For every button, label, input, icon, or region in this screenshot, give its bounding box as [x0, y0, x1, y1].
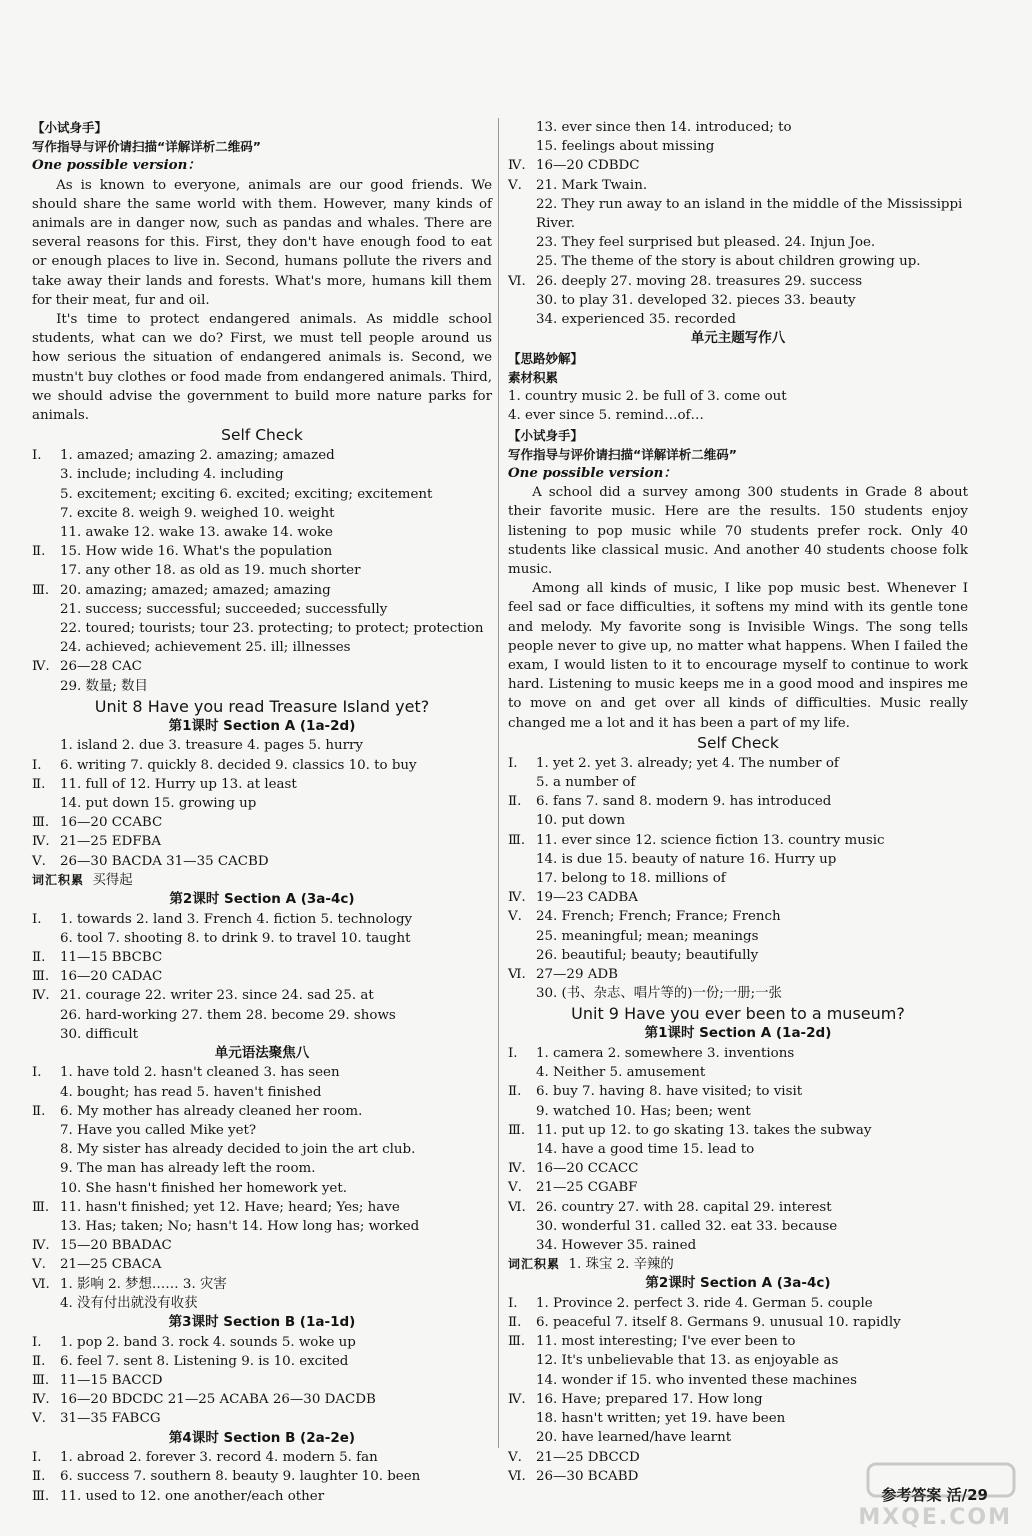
- item-numeral: Ⅰ.: [508, 1295, 518, 1311]
- answer-line: [508, 1121, 968, 1140]
- answer-text: 13. ever since then 14. introduced; to: [536, 120, 792, 135]
- section-tag: 【小试身手】: [508, 427, 584, 443]
- writing-guide-note: 写作指导与评价请扫描“详解详析二维码”: [508, 446, 737, 462]
- answer-text: 1. abroad 2. forever 3. record 4. modern 5. fan: [60, 1450, 378, 1466]
- item-numeral: Ⅴ.: [508, 1180, 522, 1196]
- watermark-mark: [866, 1460, 1016, 1508]
- vocab-text: 1. 珠宝 2. 辛辣的: [568, 1257, 674, 1273]
- answer-line: [508, 984, 968, 1003]
- answer-text: 16—20 CCABC: [60, 815, 163, 831]
- answer-text: 21—25 EDFBA: [60, 834, 162, 850]
- answer-text: 11. ever since 12. science fiction 13. country music: [536, 832, 885, 848]
- item-numeral: Ⅵ.: [32, 1276, 50, 1292]
- answer-text: 23. They feel surprised but pleased. 24. Injun Joe.: [536, 235, 876, 251]
- answer-line: [508, 156, 968, 175]
- answer-text: 17. belong to 18. millions of: [536, 871, 726, 887]
- answer-text: 6. tool 7. shooting 8. to drink 9. to travel 10. taught: [60, 930, 411, 946]
- item-numeral: Ⅰ.: [508, 1045, 518, 1061]
- writing-title: 单元主题写作八: [690, 330, 786, 347]
- item-numeral: Ⅳ.: [508, 1391, 526, 1407]
- watermark-logo: [836, 1460, 1016, 1530]
- answer-text: 10. She hasn't finished her homework yet.: [60, 1180, 347, 1196]
- answer-text: 34. However 35. rained: [536, 1237, 697, 1253]
- lesson-title: 第4课时 Section B (2a-2e): [168, 1429, 356, 1446]
- answer-text: 1. have told 2. hasn't cleaned 3. has seen: [60, 1065, 340, 1081]
- item-numeral: Ⅴ.: [32, 1257, 46, 1273]
- answer-list: [32, 736, 492, 870]
- self-check-title: Self Check: [221, 426, 303, 445]
- vocab-label: 词汇积累: [508, 1257, 561, 1272]
- answer-text: 4. bought; has read 5. haven't finished: [60, 1084, 322, 1100]
- answer-line: [508, 1313, 968, 1332]
- answer-text: 29. 数量; 数目: [60, 678, 148, 694]
- answer-line: [32, 1083, 492, 1102]
- answer-text: 1. island 2. due 3. treasure 4. pages 5. hurry: [60, 738, 363, 754]
- item-numeral: Ⅳ.: [32, 988, 50, 1004]
- item-numeral: Ⅳ.: [32, 1392, 50, 1408]
- answer-text: 12. It's unbelievable that 13. as enjoyable as: [536, 1353, 839, 1369]
- item-numeral: Ⅴ.: [508, 909, 522, 925]
- answer-text: 26—30 BCABD: [536, 1468, 639, 1484]
- answer-line: [32, 1371, 492, 1390]
- answer-text: 9. The man has already left the room.: [60, 1161, 316, 1177]
- material-subtitle: 素材积累: [508, 369, 559, 385]
- answer-text: 1. camera 2. somewhere 3. inventions: [536, 1045, 795, 1061]
- answer-line: [508, 1371, 968, 1390]
- material-list: [508, 387, 968, 425]
- lesson-title: 第3课时 Section B (1a-1d): [168, 1314, 356, 1331]
- answer-line: [32, 986, 492, 1005]
- vocab-note: [508, 1255, 968, 1274]
- answer-line: [32, 1121, 492, 1140]
- answer-text: 21. courage 22. writer 23. since 24. sad 25. at: [60, 988, 374, 1004]
- answer-line: [508, 176, 968, 195]
- answer-line: [508, 907, 968, 926]
- answer-text: 30. to play 31. developed 32. pieces 33. beauty: [536, 292, 856, 308]
- answer-text: 26. country 27. with 28. capital 29. interest: [536, 1199, 832, 1215]
- item-numeral: Ⅱ.: [32, 776, 46, 792]
- answer-text: 7. Have you called Mike yet?: [60, 1123, 257, 1139]
- item-numeral: Ⅴ.: [32, 1411, 46, 1427]
- item-numeral: Ⅰ.: [32, 1065, 42, 1081]
- answer-text: 30. difficult: [60, 1026, 138, 1042]
- right-column: [508, 118, 968, 1486]
- item-numeral: Ⅲ.: [508, 832, 526, 848]
- answer-text: 11. used to 12. one another/each other: [60, 1488, 325, 1504]
- answer-text: 4. 没有付出就没有收获: [60, 1295, 198, 1311]
- answer-text: 21—25 CGABF: [536, 1180, 638, 1196]
- answer-line: [508, 1332, 968, 1351]
- answer-text: 20. have learned/have learnt: [536, 1430, 732, 1446]
- answer-line: [508, 1102, 968, 1121]
- answer-text: 16. Have; prepared 17. How long: [536, 1391, 763, 1407]
- answer-line: [508, 233, 968, 252]
- answer-line: [32, 600, 492, 619]
- section-tag: 【思路妙解】: [508, 350, 584, 366]
- answer-text: 30. wonderful 31. called 32. eat 33. because: [536, 1218, 838, 1234]
- item-numeral: Ⅱ.: [32, 544, 46, 560]
- item-numeral: Ⅰ.: [32, 1450, 42, 1466]
- answer-line: [508, 310, 968, 329]
- answer-line: [508, 272, 968, 291]
- answer-line: [508, 754, 968, 773]
- answer-line: [508, 850, 968, 869]
- item-numeral: Ⅰ.: [508, 755, 518, 771]
- self-check-title: Self Check: [697, 733, 779, 752]
- answer-line: [508, 1063, 968, 1082]
- item-numeral: Ⅱ.: [32, 1353, 46, 1369]
- answer-text: 15. How wide 16. What's the population: [60, 544, 333, 560]
- answer-text: 26. beautiful; beauty; beautifully: [536, 947, 759, 963]
- answer-text: 21—25 DBCCD: [536, 1449, 640, 1465]
- answer-line: [32, 967, 492, 986]
- answer-text: 8. My sister has already decided to join the art club.: [60, 1142, 416, 1158]
- answer-line: [32, 446, 492, 465]
- answer-list: [508, 754, 968, 1004]
- answer-line: [508, 1159, 968, 1178]
- answer-line: [32, 1275, 492, 1294]
- item-numeral: Ⅵ.: [508, 273, 526, 289]
- answer-line: [508, 1198, 968, 1217]
- answer-line: [508, 214, 968, 233]
- answer-list: [32, 1063, 492, 1313]
- answer-line: [32, 523, 492, 542]
- answer-text: 3. include; including 4. including: [60, 467, 284, 483]
- answer-text: 18. hasn't written; yet 19. have been: [536, 1411, 786, 1427]
- answer-line: [508, 811, 968, 830]
- answer-line: [508, 1178, 968, 1197]
- answer-list: [32, 446, 492, 696]
- answer-line: [32, 1448, 492, 1467]
- answer-line: [32, 929, 492, 948]
- item-numeral: Ⅰ.: [32, 911, 42, 927]
- material-line: 4. ever since 5. remind…of…: [508, 408, 704, 424]
- lesson-title: 第2课时 Section A (3a-4c): [645, 1275, 831, 1292]
- answer-text: 6. My mother has already cleaned her room.: [60, 1103, 363, 1119]
- answer-line: [32, 756, 492, 775]
- answer-line: [32, 1159, 492, 1178]
- item-numeral: Ⅱ.: [508, 794, 522, 810]
- answer-line: [32, 1333, 492, 1352]
- answer-line: [508, 1351, 968, 1370]
- answer-text: 11. hasn't finished; yet 12. Have; heard; Yes; have: [60, 1199, 400, 1215]
- answer-text: 16—20 CDBDC: [536, 158, 640, 174]
- answer-text: 26. deeply 27. moving 28. treasures 29. success: [536, 273, 863, 289]
- answer-line: [32, 1140, 492, 1159]
- answer-text: 20. amazing; amazed; amazed; amazing: [60, 582, 331, 598]
- answer-text: 6. success 7. southern 8. beauty 9. laughter 10. been: [60, 1469, 421, 1485]
- answer-text: 21—25 CBACA: [60, 1257, 162, 1273]
- answer-line: [508, 792, 968, 811]
- answer-text: 24. achieved; achievement 25. ill; illnesses: [60, 640, 351, 656]
- answer-line: [508, 773, 968, 792]
- answer-text: 27—29 ADB: [536, 967, 618, 983]
- item-numeral: Ⅵ.: [508, 967, 526, 983]
- answer-text: 6. writing 7. quickly 8. decided 9. classics 10. to buy: [60, 757, 417, 773]
- answer-text: 16—20 CADAC: [60, 969, 163, 985]
- answer-list: [508, 1294, 968, 1486]
- answer-list: [32, 1448, 492, 1506]
- answer-text: 9. watched 10. Has; been; went: [536, 1103, 751, 1119]
- column-divider: [498, 118, 499, 1448]
- page-number: 活/29: [946, 1486, 988, 1504]
- item-numeral: Ⅴ.: [508, 1449, 522, 1465]
- answer-text: 14. is due 15. beauty of nature 16. Hurry up: [536, 851, 837, 867]
- answer-text: 11—15 BACCD: [60, 1372, 163, 1388]
- answer-line: [32, 561, 492, 580]
- answer-text: 1. towards 2. land 3. French 4. fiction 5. technology: [60, 911, 413, 927]
- answer-text: 11. awake 12. wake 13. awake 14. woke: [60, 525, 333, 541]
- item-numeral: Ⅲ.: [508, 1334, 526, 1350]
- item-numeral: Ⅲ.: [32, 1199, 50, 1215]
- answer-text: 5. excitement; exciting 6. excited; exciting; excitement: [60, 486, 433, 502]
- answer-line: [508, 1390, 968, 1409]
- answer-line: [32, 1179, 492, 1198]
- item-numeral: Ⅲ.: [32, 815, 50, 831]
- answer-list: [508, 1044, 968, 1255]
- answer-text: 21. success; successful; succeeded; successfully: [60, 601, 388, 617]
- answer-line: [32, 813, 492, 832]
- answer-text: 30. (书、杂志、唱片等的)一份;一册;一张: [536, 986, 782, 1002]
- answer-line: [32, 910, 492, 929]
- answer-text: 26. hard-working 27. them 28. become 29. shows: [60, 1007, 396, 1023]
- answer-line: [508, 137, 968, 156]
- answer-text: River.: [536, 216, 576, 232]
- answer-text: 26—30 BACDA 31—35 CACBD: [60, 853, 269, 869]
- answer-line: [32, 1487, 492, 1506]
- answer-line: [32, 504, 492, 523]
- answer-text: 16—20 BDCDC 21—25 ACABA 26—30 DACDB: [60, 1392, 376, 1408]
- item-numeral: Ⅵ.: [508, 1468, 526, 1484]
- grammar-title: 单元语法聚焦八: [214, 1044, 310, 1061]
- answer-line: [32, 677, 492, 696]
- answer-line: [508, 252, 968, 271]
- item-numeral: Ⅴ.: [508, 177, 522, 193]
- answer-line: [32, 1025, 492, 1044]
- answer-line: [32, 775, 492, 794]
- answer-text: 16—20 CCACC: [536, 1161, 639, 1177]
- item-numeral: Ⅱ.: [508, 1084, 522, 1100]
- answer-text: 6. buy 7. having 8. have visited; to visit: [536, 1084, 803, 1100]
- answer-text: 4. Neither 5. amusement: [536, 1065, 706, 1081]
- answer-text: 22. toured; tourists; tour 23. protecting; to protect; protection: [60, 621, 484, 637]
- answer-line: [508, 1217, 968, 1236]
- answer-line: [508, 1082, 968, 1101]
- item-numeral: Ⅳ.: [32, 834, 50, 850]
- answer-text: 5. a number of: [536, 775, 636, 790]
- answer-line: [32, 1390, 492, 1409]
- answer-line: [32, 1467, 492, 1486]
- left-column: [32, 118, 492, 1506]
- answer-line: [508, 291, 968, 310]
- answer-text: 21. Mark Twain.: [536, 177, 648, 193]
- answer-text: 31—35 FABCG: [60, 1411, 161, 1427]
- material-line: 1. country music 2. be full of 3. come out: [508, 389, 787, 405]
- answer-text: 26—28 CAC: [60, 659, 142, 675]
- answer-text: 14. wonder if 15. who invented these machines: [536, 1372, 857, 1388]
- answer-text: 34. experienced 35. recorded: [536, 312, 736, 328]
- item-numeral: Ⅳ.: [32, 1238, 50, 1254]
- lesson-title: 第1课时 Section A (1a-2d): [644, 1025, 832, 1042]
- item-numeral: Ⅳ.: [508, 1161, 526, 1177]
- essay-paragraph: A school did a survey among 300 students in Grade 8 about their favorite music. Here are the results. 150 students enjoy listening to pop music while 70 students prefer rock. Only 40 students like classical music. And another 40 students choose folk music.: [508, 485, 968, 577]
- answer-text: 11. full of 12. Hurry up 13. at least: [60, 776, 297, 792]
- answer-line: [32, 581, 492, 600]
- answer-line: [508, 869, 968, 888]
- answer-line: [508, 831, 968, 850]
- item-numeral: Ⅵ.: [508, 1199, 526, 1215]
- item-numeral: Ⅳ.: [508, 158, 526, 174]
- answer-text: 1. 影响 2. 梦想…… 3. 灾害: [60, 1276, 227, 1292]
- answer-line: [32, 465, 492, 484]
- answer-text: 15. feelings about missing: [536, 139, 715, 155]
- answer-line: [32, 485, 492, 504]
- answer-line: [32, 832, 492, 851]
- answer-line: [508, 1140, 968, 1159]
- item-numeral: Ⅱ.: [32, 949, 46, 965]
- essay-paragraph: As is known to everyone, animals are our good friends. We should share the same world with them. However, many kinds of animals are in danger now, such as pandas and whales. There are several reasons for this. First, they don't have enough food to eat or enough places to live in. Second, humans pollute the rivers and take away their lands and forests. What's more, humans kill them for their meat, fur and oil.: [32, 177, 492, 308]
- item-numeral: Ⅰ.: [32, 1334, 42, 1350]
- item-numeral: Ⅳ.: [32, 659, 50, 675]
- answer-line: [32, 1236, 492, 1255]
- version-label: One possible version：: [32, 157, 201, 174]
- answer-list: [32, 910, 492, 1044]
- answer-text: 11. most interesting; I've ever been to: [536, 1334, 796, 1350]
- answer-line: [32, 1409, 492, 1428]
- answer-text: 14. have a good time 15. lead to: [536, 1141, 755, 1157]
- item-numeral: Ⅴ.: [32, 853, 46, 869]
- answer-list: [508, 118, 968, 329]
- footer-label: 参考答案: [881, 1486, 942, 1504]
- answer-line: [32, 1063, 492, 1082]
- answer-text: 11—15 BBCBC: [60, 949, 163, 965]
- answer-line: [508, 965, 968, 984]
- answer-text: 1. yet 2. yet 3. already; yet 4. The number of: [536, 755, 839, 771]
- essay-paragraph: It's time to protect endangered animals. As middle school students, what can we do? First, we must tell people around us how serious the situation of endangered animals is. Second, we mustn't buy clothes or food made from endangered animals. Third, we should advise the government to build more nature parks for animals.: [32, 312, 492, 424]
- answer-text: 15—20 BBADAC: [60, 1238, 172, 1254]
- unit-title: Unit 9 Have you ever been to a museum?: [571, 1004, 905, 1024]
- writing-guide-note: 写作指导与评价请扫描“详解详析二维码”: [32, 139, 261, 155]
- answer-line: [32, 1255, 492, 1274]
- answer-line: [508, 927, 968, 946]
- answer-line: [508, 1294, 968, 1313]
- answer-line: [508, 1044, 968, 1063]
- item-numeral: Ⅳ.: [508, 890, 526, 906]
- answer-text: 19—23 CADBA: [536, 890, 638, 906]
- watermark-url: MXQE.COM: [858, 1505, 1012, 1530]
- section-tag: 【小试身手】: [32, 120, 108, 135]
- answer-line: [32, 1006, 492, 1025]
- vocab-label: 词汇积累: [32, 872, 85, 887]
- item-numeral: Ⅰ.: [32, 757, 42, 773]
- item-numeral: Ⅲ.: [508, 1122, 526, 1138]
- item-numeral: Ⅰ.: [32, 448, 42, 464]
- answer-line: [32, 638, 492, 657]
- answer-text: 25. The theme of the story is about children growing up.: [536, 254, 921, 270]
- answer-line: [32, 619, 492, 638]
- answer-text: 6. peaceful 7. itself 8. Germans 9. unusual 10. rapidly: [536, 1315, 901, 1331]
- vocab-note: [32, 871, 492, 890]
- item-numeral: Ⅲ.: [32, 1488, 50, 1504]
- lesson-title: 第1课时 Section A (1a-2d): [168, 717, 356, 734]
- answer-text: 24. French; French; France; French: [536, 909, 781, 925]
- answer-list: [32, 1333, 492, 1429]
- answer-line: [32, 657, 492, 676]
- answer-line: [508, 946, 968, 965]
- answer-line: [508, 195, 968, 214]
- answer-text: 25. meaningful; mean; meanings: [536, 928, 759, 944]
- answer-line: [508, 1236, 968, 1255]
- answer-line: [32, 1198, 492, 1217]
- item-numeral: Ⅲ.: [32, 582, 50, 598]
- vocab-text: 买得起: [92, 872, 133, 888]
- answer-text: 6. feel 7. sent 8. Listening 9. is 10. excited: [60, 1353, 349, 1369]
- answer-text: 14. put down 15. growing up: [60, 796, 257, 811]
- answer-line: [32, 736, 492, 755]
- item-numeral: Ⅲ.: [32, 969, 50, 985]
- watermark-icon: [866, 1460, 1016, 1500]
- answer-text: 1. Province 2. perfect 3. ride 4. German 5. couple: [536, 1295, 873, 1311]
- answer-line: [32, 1217, 492, 1236]
- answer-text: 10. put down: [536, 813, 626, 829]
- answer-line: [32, 794, 492, 813]
- answer-line: [32, 852, 492, 871]
- unit-title: Unit 8 Have you read Treasure Island yet?: [94, 696, 430, 716]
- lesson-title: 第2课时 Section A (3a-4c): [169, 891, 355, 908]
- answer-text: 11. put up 12. to go skating 13. takes the subway: [536, 1122, 872, 1138]
- item-numeral: Ⅱ.: [32, 1103, 46, 1119]
- answer-text: 13. Has; taken; No; hasn't 14. How long has; worked: [60, 1219, 420, 1235]
- item-numeral: Ⅱ.: [508, 1315, 522, 1331]
- answer-text: 7. excite 8. weigh 9. weighed 10. weight: [60, 505, 335, 521]
- answer-line: [508, 888, 968, 907]
- answer-text: 6. fans 7. sand 8. modern 9. has introduced: [536, 794, 832, 810]
- answer-line: [508, 1428, 968, 1447]
- answer-text: 1. pop 2. band 3. rock 4. sounds 5. woke up: [60, 1334, 356, 1350]
- answer-line: [32, 948, 492, 967]
- answer-line: [508, 1409, 968, 1428]
- answer-line: [508, 118, 968, 137]
- item-numeral: Ⅲ.: [32, 1372, 50, 1388]
- answer-text: 17. any other 18. as old as 19. much shorter: [60, 563, 361, 579]
- version-label: One possible version：: [508, 464, 677, 481]
- answer-line: [32, 542, 492, 561]
- answer-line: [32, 1102, 492, 1121]
- answer-text: 22. They run away to an island in the middle of the Mississippi: [536, 196, 963, 212]
- essay-paragraph: Among all kinds of music, I like pop music best. Whenever I feel sad or face difficulties, it softens my mind with its gentle tone and melody. My favorite song is Invisible Wings. The song tells people never to give up, no matter what happens. When I failed the exam, I would listen to it to encourage myself to continue to work hard. Listening to music keeps me in a good mood and inspires me to move on and get over all kinds of difficulties. Music really changed me a lot and it has been a part of my life.: [508, 581, 968, 731]
- item-numeral: Ⅱ.: [32, 1469, 46, 1485]
- answer-line: [32, 1352, 492, 1371]
- answer-text: 1. amazed; amazing 2. amazing; amazed: [60, 448, 335, 464]
- answer-line: [32, 1294, 492, 1313]
